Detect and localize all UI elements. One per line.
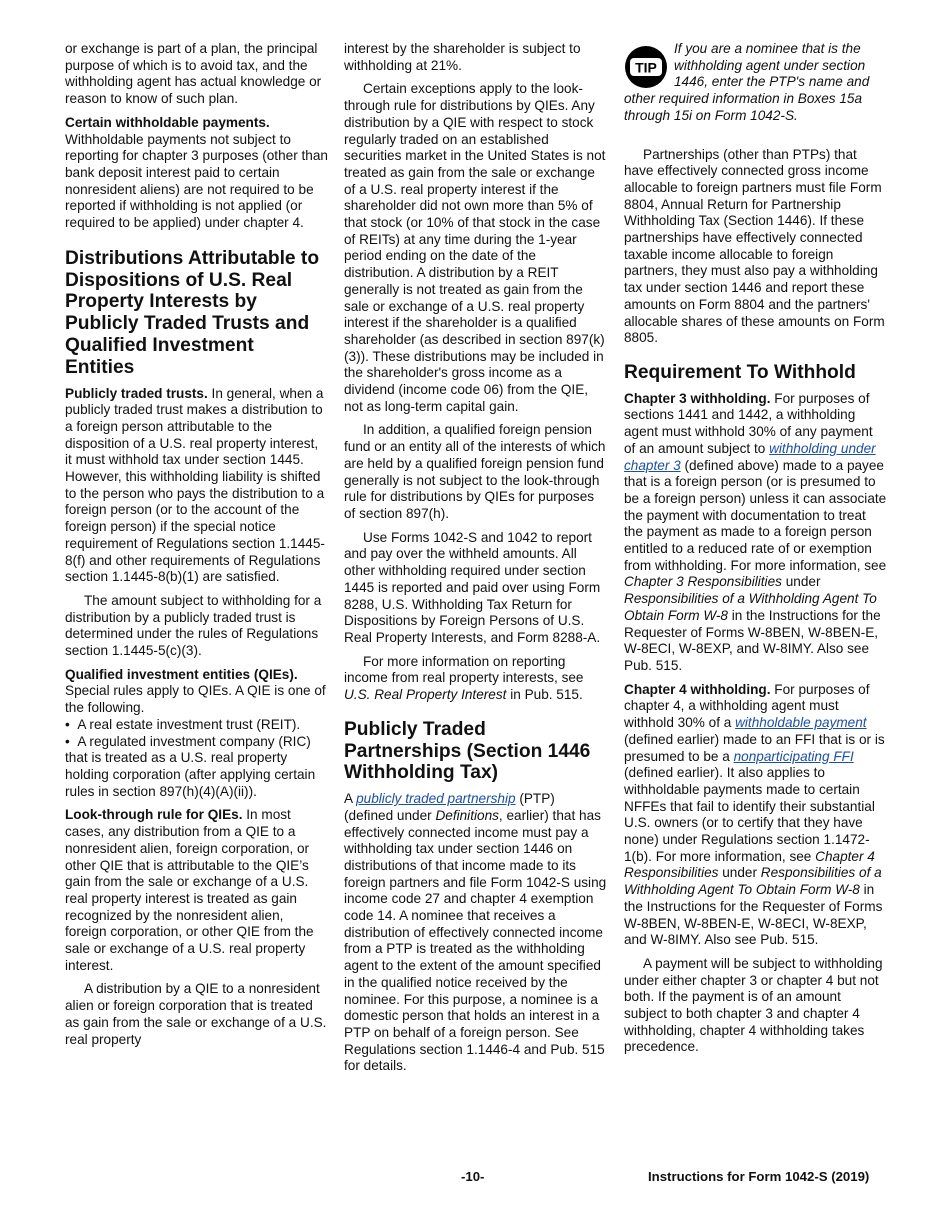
publicly-traded-partnership-link[interactable]: publicly traded partnership: [356, 791, 516, 807]
nonparticipating-ffi-link[interactable]: nonparticipating FFI: [733, 748, 854, 764]
bullet-text: A real estate investment trust (REIT).: [77, 716, 301, 732]
bullet-item: [65, 734, 328, 801]
bullet-icon: •: [65, 733, 70, 749]
italic-ref: Responsibilities of a Withholding Agent To Obtain Form W-8: [624, 591, 877, 623]
paragraph: [65, 386, 328, 586]
paragraph-text: Withholdable payments not subject to reporting for chapter 3 purposes (other than bank deposit interest paid to certain nonresident aliens) are not required to be reported if withholding is not applied (or required to be applied) under chapter 4.: [65, 131, 328, 231]
paragraph-text: in Pub. 515.: [506, 687, 583, 703]
paragraph: In addition, a qualified foreign pension fund or an entity all of the interests of which are held by a qualified foreign pension fund generally is not subject to the look-through rule for distributions by QIEs for purposes of section 897(h).: [344, 422, 606, 521]
paragraph: A distribution by a QIE to a nonresident alien or foreign corporation that is treated as gain from the sale or exchange of a U.S. real property: [65, 981, 327, 1047]
paragraph: interest by the shareholder is subject to withholding at 21%.: [344, 41, 581, 73]
paragraph: [65, 667, 328, 717]
column-2: [344, 41, 607, 1082]
tip-text: If you are a nominee that is the withholding agent under section 1446, enter the PTP's name and other required information in Boxes 15a through 15i on Form 1042-S.: [624, 41, 870, 123]
section-heading: Distributions Attributable to Dispositions of U.S. Real Property Interests by Publicly Traded Trusts and Qualified Investment Entities: [65, 247, 320, 378]
italic-ref: U.S. Real Property Interest: [344, 687, 507, 703]
run-in-heading: Chapter 3 withholding.: [624, 390, 771, 406]
tip-icon: [624, 45, 668, 89]
paragraph-text: In general, when a publicly traded trust makes a distribution to a foreign person attributable to the disposition of a U.S. real property interest, it must withhold tax under section 1445. However, this withholding liability is shifted to the person who pays the distribution to a foreign person (or to the account of the foreign person) if the special notice requirement of Regulations section 1.1445-8(f) and other requirements of Regulations section 1.1445-8(b)(1) are satisfied.: [65, 385, 325, 585]
paragraph: The amount subject to withholding for a distribution by a publicly traded trust is determined under the rules of Regulations section 1.1445-5(c)(3).: [65, 592, 322, 659]
paragraph: [624, 682, 887, 949]
column-3: [624, 41, 887, 1063]
paragraph: Certain exceptions apply to the look-through rule for distributions by QIEs. Any distribution by a QIE with respect to stock regularly traded on an established securities market in the United States is not treated as gain from the sale or exchange of a U.S. real property interest if the shareholder did not own more than 5% of that stock (or 10% of that stock in the case of REITs) at any time during the 1-year period ending on the date of the distribution. A distribution by a REIT generally is not treated as gain from the sale or exchange of a U.S. real property interest if the shareholder is a qualified shareholder (as described in section 897(k)(3)). These distributions may be included in the shareholder's gross income as a dividend (income code 06) from the QIE, not as long-term capital gain.: [344, 81, 606, 414]
paragraph-text: (defined above) made to a payee that is a foreign person (or is presumed to be a foreign person) unless it can associate the payment with documentation to treat the payment as made to a foreign person entitled to a reduced rate of or exemption from withholding. For more information, see: [624, 457, 887, 573]
paragraph: A payment will be subject to withholding under either chapter 3 or chapter 4 but not both. If the payment is of an amount subject to both chapter 3 and chapter 4 withholding, chapter 4 withholding takes precedence.: [624, 955, 883, 1055]
paragraph-text: , earlier) that has effectively connected income must pay a withholding tax under section 1446 on distributions of that income made to its foreign partners and file Form 1042-S using income code 27 and chapter 4 exemption code 14. A nominee that receives a distribution of effectively connected income from a PTP is treated as the withholding agent to the extent of the amount specified in the qualified notice received by the nominee. For this purpose, a nominee is a domestic person that holds an interest in a PTP on behalf of a foreign person. See Regulations section 1.1446-4 and Pub. 515 for details.: [344, 807, 607, 1074]
run-in-heading: Certain withholdable payments.: [65, 114, 270, 130]
paragraph-text: For more information on reporting income from real property interests, see: [344, 653, 584, 686]
paragraph-text: In most cases, any distribution from a QIE to a nonresident alien, foreign corporation, or other QIE that is attributable to the QIE’s gain from the sale or exchange of a U.S. real property interest is treated as gain recognized by the nonresident alien, foreign corporation, or other QIE from the sale or exchange of a U.S. real property interest.: [65, 807, 314, 973]
paragraph: [65, 807, 328, 974]
paragraph: Use Forms 1042-S and 1042 to report and pay over the withheld amounts. All other withholding required under section 1445 is reported and paid over using Form 8288, U.S. Withholding Tax Return for Dispositions by Foreign Persons of U.S. Real Property Interests, and Form 8288-A.: [344, 529, 601, 645]
paragraph: [624, 391, 887, 675]
paragraph-text: in the Instructions for the Requester of Forms W-8BEN, W-8BEN-E, W-8ECI, W-8EXP, and W-8IMY. Also see Pub. 515.: [624, 882, 883, 948]
bullet-item: [65, 717, 328, 734]
page-number: -10-: [461, 1169, 485, 1184]
form-reference: Instructions for Form 1042-S (2019): [648, 1169, 870, 1184]
bullet-icon: •: [65, 716, 70, 732]
paragraph-text: in the Instructions for the Requester of Forms W-8BEN, W-8BEN-E, W-8ECI, W-8EXP, and W-8IMY. Also see Pub. 515.: [624, 607, 881, 673]
run-in-heading: Chapter 4 withholding.: [624, 681, 771, 697]
tip-label: TIP: [635, 59, 657, 76]
section-heading: Requirement To Withhold: [624, 361, 856, 383]
paragraph-text: A: [344, 791, 357, 807]
paragraph: [65, 115, 328, 232]
paragraph-text: (PTP) (defined under: [344, 791, 555, 823]
paragraph: or exchange is part of a plan, the principal purpose of which is to avoid tax, and the withholding agent has actual knowledge or reason to know of such plan.: [65, 41, 322, 107]
paragraph-text: (defined earlier) made to an FFI that is or is presumed to be a: [624, 731, 885, 764]
section-heading: Publicly Traded Partnerships (Section 1446 Withholding Tax): [344, 718, 591, 784]
run-in-heading: Publicly traded trusts.: [65, 385, 208, 401]
paragraph-text: under: [781, 574, 821, 590]
run-in-heading: Look-through rule for QIEs.: [65, 807, 243, 823]
bullet-text: A regulated investment company (RIC) that is treated as a U.S. real property holding corporation (after applying certain rules in section 897(h)(4)(A)(ii)).: [65, 733, 316, 799]
paragraph-text: (defined earlier). It also applies to withholdable payments made to certain NFFEs that fail to identify their substantial U.S. owners (or to certify that they have none) under Regulations section 1.1472-1(b). For more information, see: [624, 765, 875, 864]
tip-callout: [624, 41, 887, 125]
column-1: [65, 41, 328, 1055]
paragraph-text: For purposes of chapter 4, a withholding agent must withhold 30% of a: [624, 681, 870, 731]
withholdable-payment-link[interactable]: withholdable payment: [735, 715, 867, 731]
paragraph-text: Special rules apply to QIEs. A QIE is one of the following.: [65, 683, 326, 716]
paragraph-text: For purposes of sections 1441 and 1442, a withholding agent must withhold 30% of any payment of an amount subject to: [624, 390, 873, 456]
italic-ref: Definitions: [435, 807, 499, 823]
paragraph: [344, 791, 607, 1075]
italic-ref: Chapter 4 Responsibilities: [624, 848, 875, 881]
italic-ref: Responsibilities of a Withholding Agent To Obtain Form W-8: [624, 865, 882, 898]
italic-ref: Chapter 3 Responsibilities: [624, 574, 782, 590]
run-in-heading: Qualified investment entities (QIEs).: [65, 666, 298, 682]
paragraph-text: under: [718, 865, 761, 881]
paragraph: [344, 654, 607, 704]
withholding-under-chapter-3-link[interactable]: withholding under chapter 3: [624, 440, 876, 473]
paragraph: Partnerships (other than PTPs) that have effectively connected gross income allocable to foreign partners must file Form 8804, Annual Return for Partnership Withholding Tax (Section 1446). If these partnerships have effectively connected taxable income allocable to foreign partners, they must also pay a withholding tax under section 1446 and report these amounts on Form 8804 and the partners' allocable shares of these amounts on Form 8805.: [624, 146, 885, 346]
